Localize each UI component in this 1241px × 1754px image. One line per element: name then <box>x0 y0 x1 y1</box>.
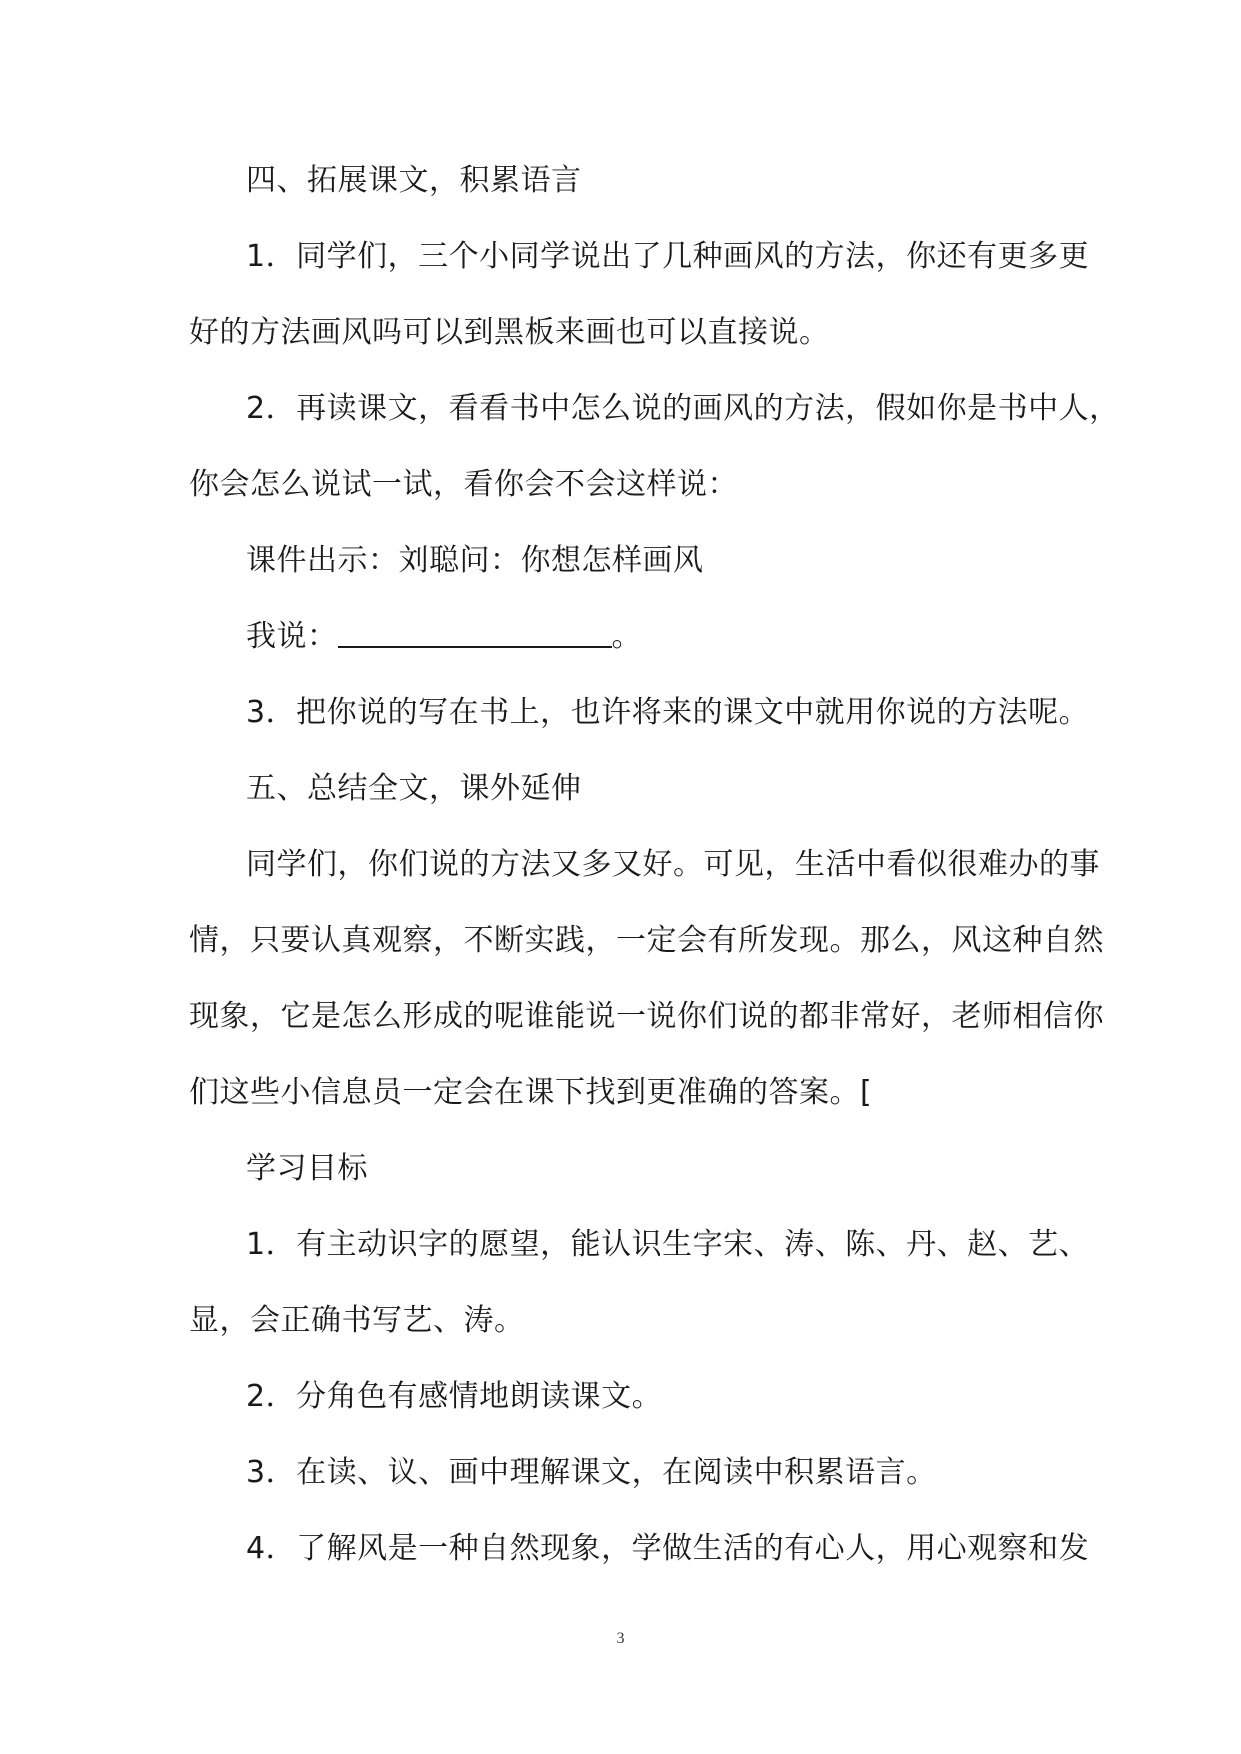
paragraph-line: 同学们，你们说的方法又多又好。可见，生活中看似很难办的事 <box>246 847 1100 882</box>
paragraph-line: 2．再读课文，看看书中怎么说的画风的方法，假如你是书中人， <box>246 391 1120 426</box>
paragraph-line: 们这些小信息员一定会在课下找到更准确的答案。[ <box>189 1075 873 1110</box>
paragraph-line: 好的方法画风吗可以到黑板来画也可以直接说。 <box>189 315 830 350</box>
paragraph-line: 3．把你说的写在书上，也许将来的课文中就用你说的方法呢。 <box>246 695 1090 730</box>
paragraph-line: 1．同学们，三个小同学说出了几种画风的方法，你还有更多更 <box>246 239 1090 274</box>
paragraph-line: 4．了解风是一种自然现象，学做生活的有心人，用心观察和发 <box>246 1531 1090 1566</box>
section-heading-goals: 学习目标 <box>246 1151 368 1186</box>
section-heading-5: 五、总结全文，课外延伸 <box>246 771 582 806</box>
paragraph-line: 你会怎么说试一试，看你会不会这样说： <box>189 467 738 502</box>
fill-in-prefix: 我说： <box>246 619 338 654</box>
paragraph-line: 课件出示：刘聪问：你想怎样画风 <box>246 543 704 578</box>
paragraph-line: 显，会正确书写艺、涛。 <box>189 1303 525 1338</box>
paragraph-line: 2．分角色有感情地朗读课文。 <box>246 1379 663 1414</box>
fill-in-suffix: 。 <box>611 619 642 654</box>
document-body <box>189 143 1120 1587</box>
paragraph-line: 1．有主动识字的愿望，能认识生字宋、涛、陈、丹、赵、艺、 <box>246 1227 1090 1262</box>
fill-in-line <box>189 599 1059 675</box>
paragraph-line: 现象，它是怎么形成的呢谁能说一说你们说的都非常好，老师相信你 <box>189 999 1104 1034</box>
section-heading-4: 四、拓展课文，积累语言 <box>246 163 582 198</box>
page-number: 3 <box>616 1630 625 1647</box>
paragraph-line: 情，只要认真观察，不断实践，一定会有所发现。那么，风这种自然 <box>189 923 1104 958</box>
paragraph-line: 3．在读、议、画中理解课文，在阅读中积累语言。 <box>246 1455 937 1490</box>
fill-in-blank <box>338 620 612 648</box>
